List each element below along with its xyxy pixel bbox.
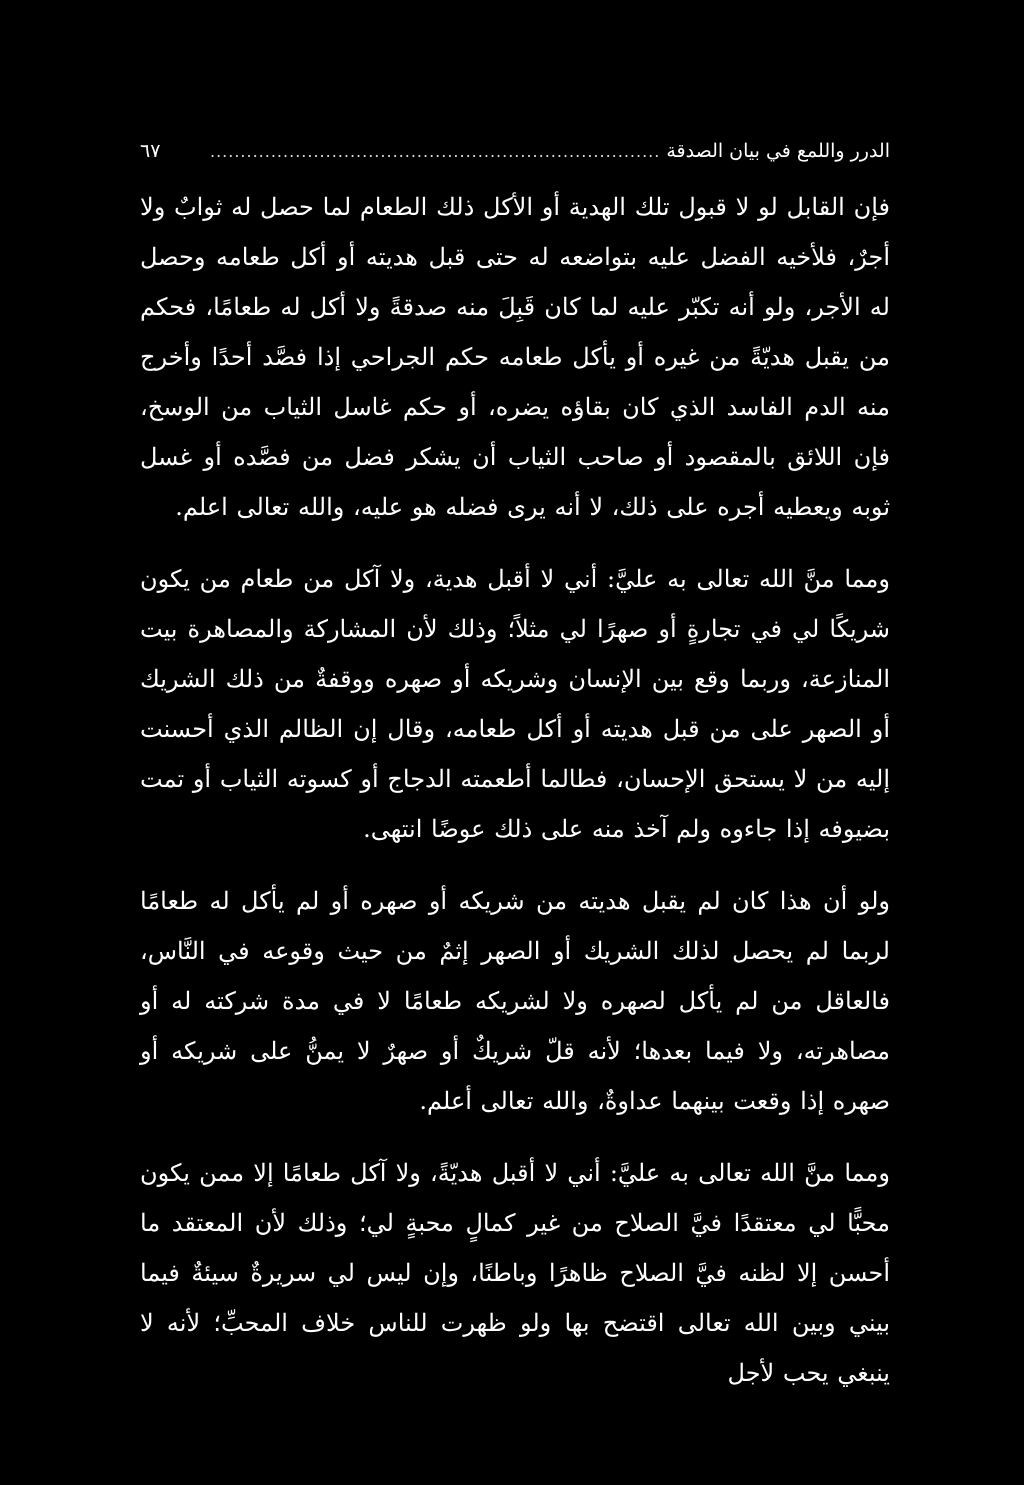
page-number: ٦٧ — [140, 140, 161, 162]
book-page — [140, 140, 890, 1398]
paragraph-1: فإن القابل لو لا قبول تلك الهدية أو الأكل ذلك الطعام لما حصل له ثوابٌ ولا أجرٌ، فلأخيه الفضل عليه بتواضعه له حتى قبل هديته أو أكل طعامه وحصل له الأجر، ولو أنه تكبّر عليه لما كان قَبِلَ منه صدقةً ولا أكل له طعامًا، فحكم من يقبل هديّةً من غيره أو يأكل طعامه حكم الجراحي إذا فصَّد أحدًا وأخرج منه الدم الفاسد الذي كان بقاؤه يضره، أو حكم غاسل الثياب من الوسخ، فإن اللائق بالمقصود أو صاحب الثياب أن يشكر فضل من فصَّده أو غسل ثوبه ويعطيه أجره على ذلك، لا أنه يرى فضله هو عليه، والله تعالى اعلم. — [140, 193, 890, 521]
header-title: الدرر واللمع في بيان الصدقة — [666, 140, 890, 162]
running-header — [140, 140, 890, 170]
header-leader-dots: .......................................................................... — [209, 142, 661, 161]
paragraph-4: ومما منَّ الله تعالى به عليَّ: أني لا أقبل هديّةً، ولا آكل طعامًا إلا ممن يكون محبًّا لي معتقدًا فيَّ الصلاح من غير كمالٍ محبةٍ لي؛ وذلك لأن المعتقد ما أحسن إلا لظنه فيَّ الصلاح ظاهرًا وباطنًا، وإن ليس لي سريرةٌ سيئةٌ فيما بيني وبين الله تعالى اقتضح بها ولو ظهرت للناس خلاف المحبِّ؛ لأنه لا ينبغي يحب لأجل — [140, 1159, 890, 1387]
paragraph-3: ولو أن هذا كان لم يقبل هديته من شريكه أو صهره أو لم يأكل له طعامًا لربما لم يحصل لذلك الشريك أو الصهر إثمٌ من حيث وقوعه في النَّاس، فالعاقل من لم يأكل لصهره ولا لشريكه طعامًا لا في مدة شركته له أو مصاهرته، ولا فيما بعدها؛ لأنه قلّ شريكٌ أو صهرٌ لا يمنُّ على شريكه أو صهره إذا وقعت بينهما عداوةٌ، والله تعالى أعلم. — [140, 887, 890, 1115]
body-text — [140, 182, 890, 1398]
paragraph-2: ومما منَّ الله تعالى به عليَّ: أني لا أقبل هدية، ولا آكل من طعام من يكون شريكًا لي في تجارةٍ أو صهرًا لي مثلاً؛ وذلك لأن المشاركة والمصاهرة بيت المنازعة، وربما وقع بين الإنسان وشريكه أو صهره ووقفةٌ من ذلك الشريك أو الصهر على من قبل هديته أو أكل طعامه، وقال إن الظالم الذي أحسنت إليه من لا يستحق الإحسان، فطالما أطعمته الدجاج أو كسوته الثياب أو تمت بضيوفه إذا جاءوه ولم آخذ منه على ذلك عوضًا انتهى. — [140, 565, 890, 843]
